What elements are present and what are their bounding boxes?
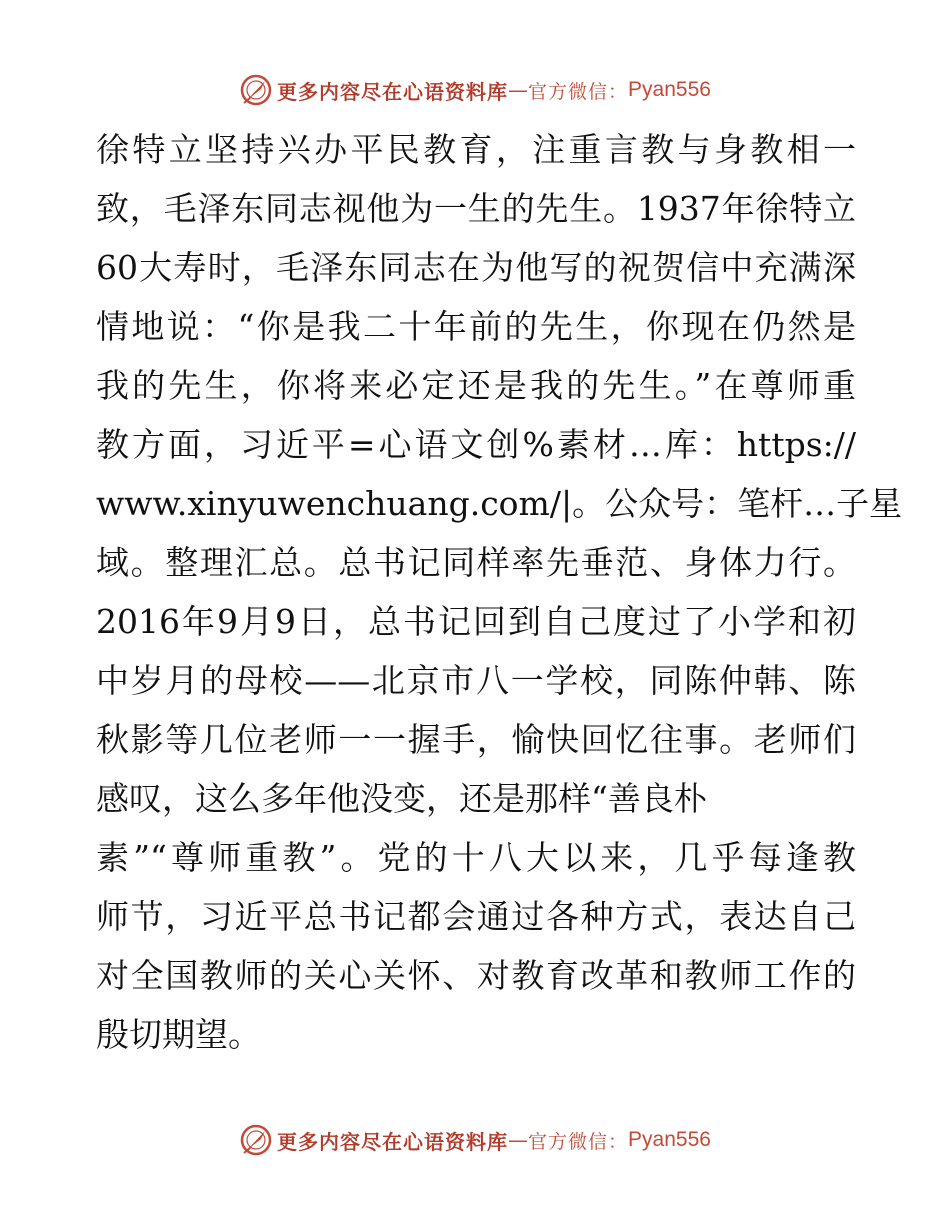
body-line: 60大寿时，毛泽东同志在为他写的祝贺信中充满深 bbox=[96, 248, 856, 287]
body-line: 素”“尊师重教”。党的十八大以来，几乎每逢教 bbox=[96, 838, 856, 877]
watermark-wechat-id: Pyan556 bbox=[628, 78, 711, 101]
quill-logo-icon bbox=[239, 1123, 273, 1157]
body-line: 徐特立坚持兴办平民教育，注重言教与身教相一 bbox=[96, 130, 856, 169]
body-line: 师节，习近平总书记都会通过各种方式，表达自己 bbox=[96, 897, 856, 936]
body-line: 域。整理汇总。总书记同样率先垂范、身体力行。 bbox=[96, 543, 856, 582]
body-line: 感叹，这么多年他没变，还是那样“善良朴 bbox=[96, 779, 707, 818]
watermark-sub-text: 官方微信： bbox=[528, 1130, 629, 1153]
body-line: 2016年9月9日，总书记回到自己度过了小学和初 bbox=[96, 602, 856, 641]
document-body bbox=[96, 120, 903, 1064]
quill-logo-icon bbox=[239, 73, 273, 107]
footer-watermark bbox=[0, 1120, 950, 1160]
body-line: 我的先生，你将来必定还是我的先生。”在尊师重 bbox=[96, 366, 856, 405]
header-watermark bbox=[0, 70, 950, 110]
body-line: 情地说：“你是我二十年前的先生，你现在仍然是 bbox=[96, 307, 856, 346]
watermark-dash: — bbox=[508, 1128, 529, 1152]
watermark-sub-text: 官方微信： bbox=[528, 80, 629, 103]
watermark-wechat-id: Pyan556 bbox=[628, 1128, 711, 1151]
watermark-main-text: 更多内容尽在心语资料库 bbox=[277, 79, 509, 104]
watermark-main-text: 更多内容尽在心语资料库 bbox=[277, 1129, 509, 1154]
watermark-dash: — bbox=[508, 78, 529, 102]
body-line: 对全国教师的关心关怀、对教育改革和教师工作的 bbox=[96, 956, 856, 995]
body-line: 教方面，习近平=心语文创%素材…库：https:// bbox=[96, 425, 856, 464]
body-line: 秋影等几位老师一一握手，愉快回忆往事。老师们 bbox=[96, 720, 856, 759]
body-line: 中岁月的母校——北京市八一学校，同陈仲韩、陈 bbox=[96, 661, 856, 700]
body-line: 殷切期望。 bbox=[96, 1015, 261, 1054]
body-line: 致，毛泽东同志视他为一生的先生。1937年徐特立 bbox=[96, 189, 856, 228]
body-line: www.xinyuwenchuang.com/|。公众号：笔杆…子星 bbox=[96, 484, 903, 523]
